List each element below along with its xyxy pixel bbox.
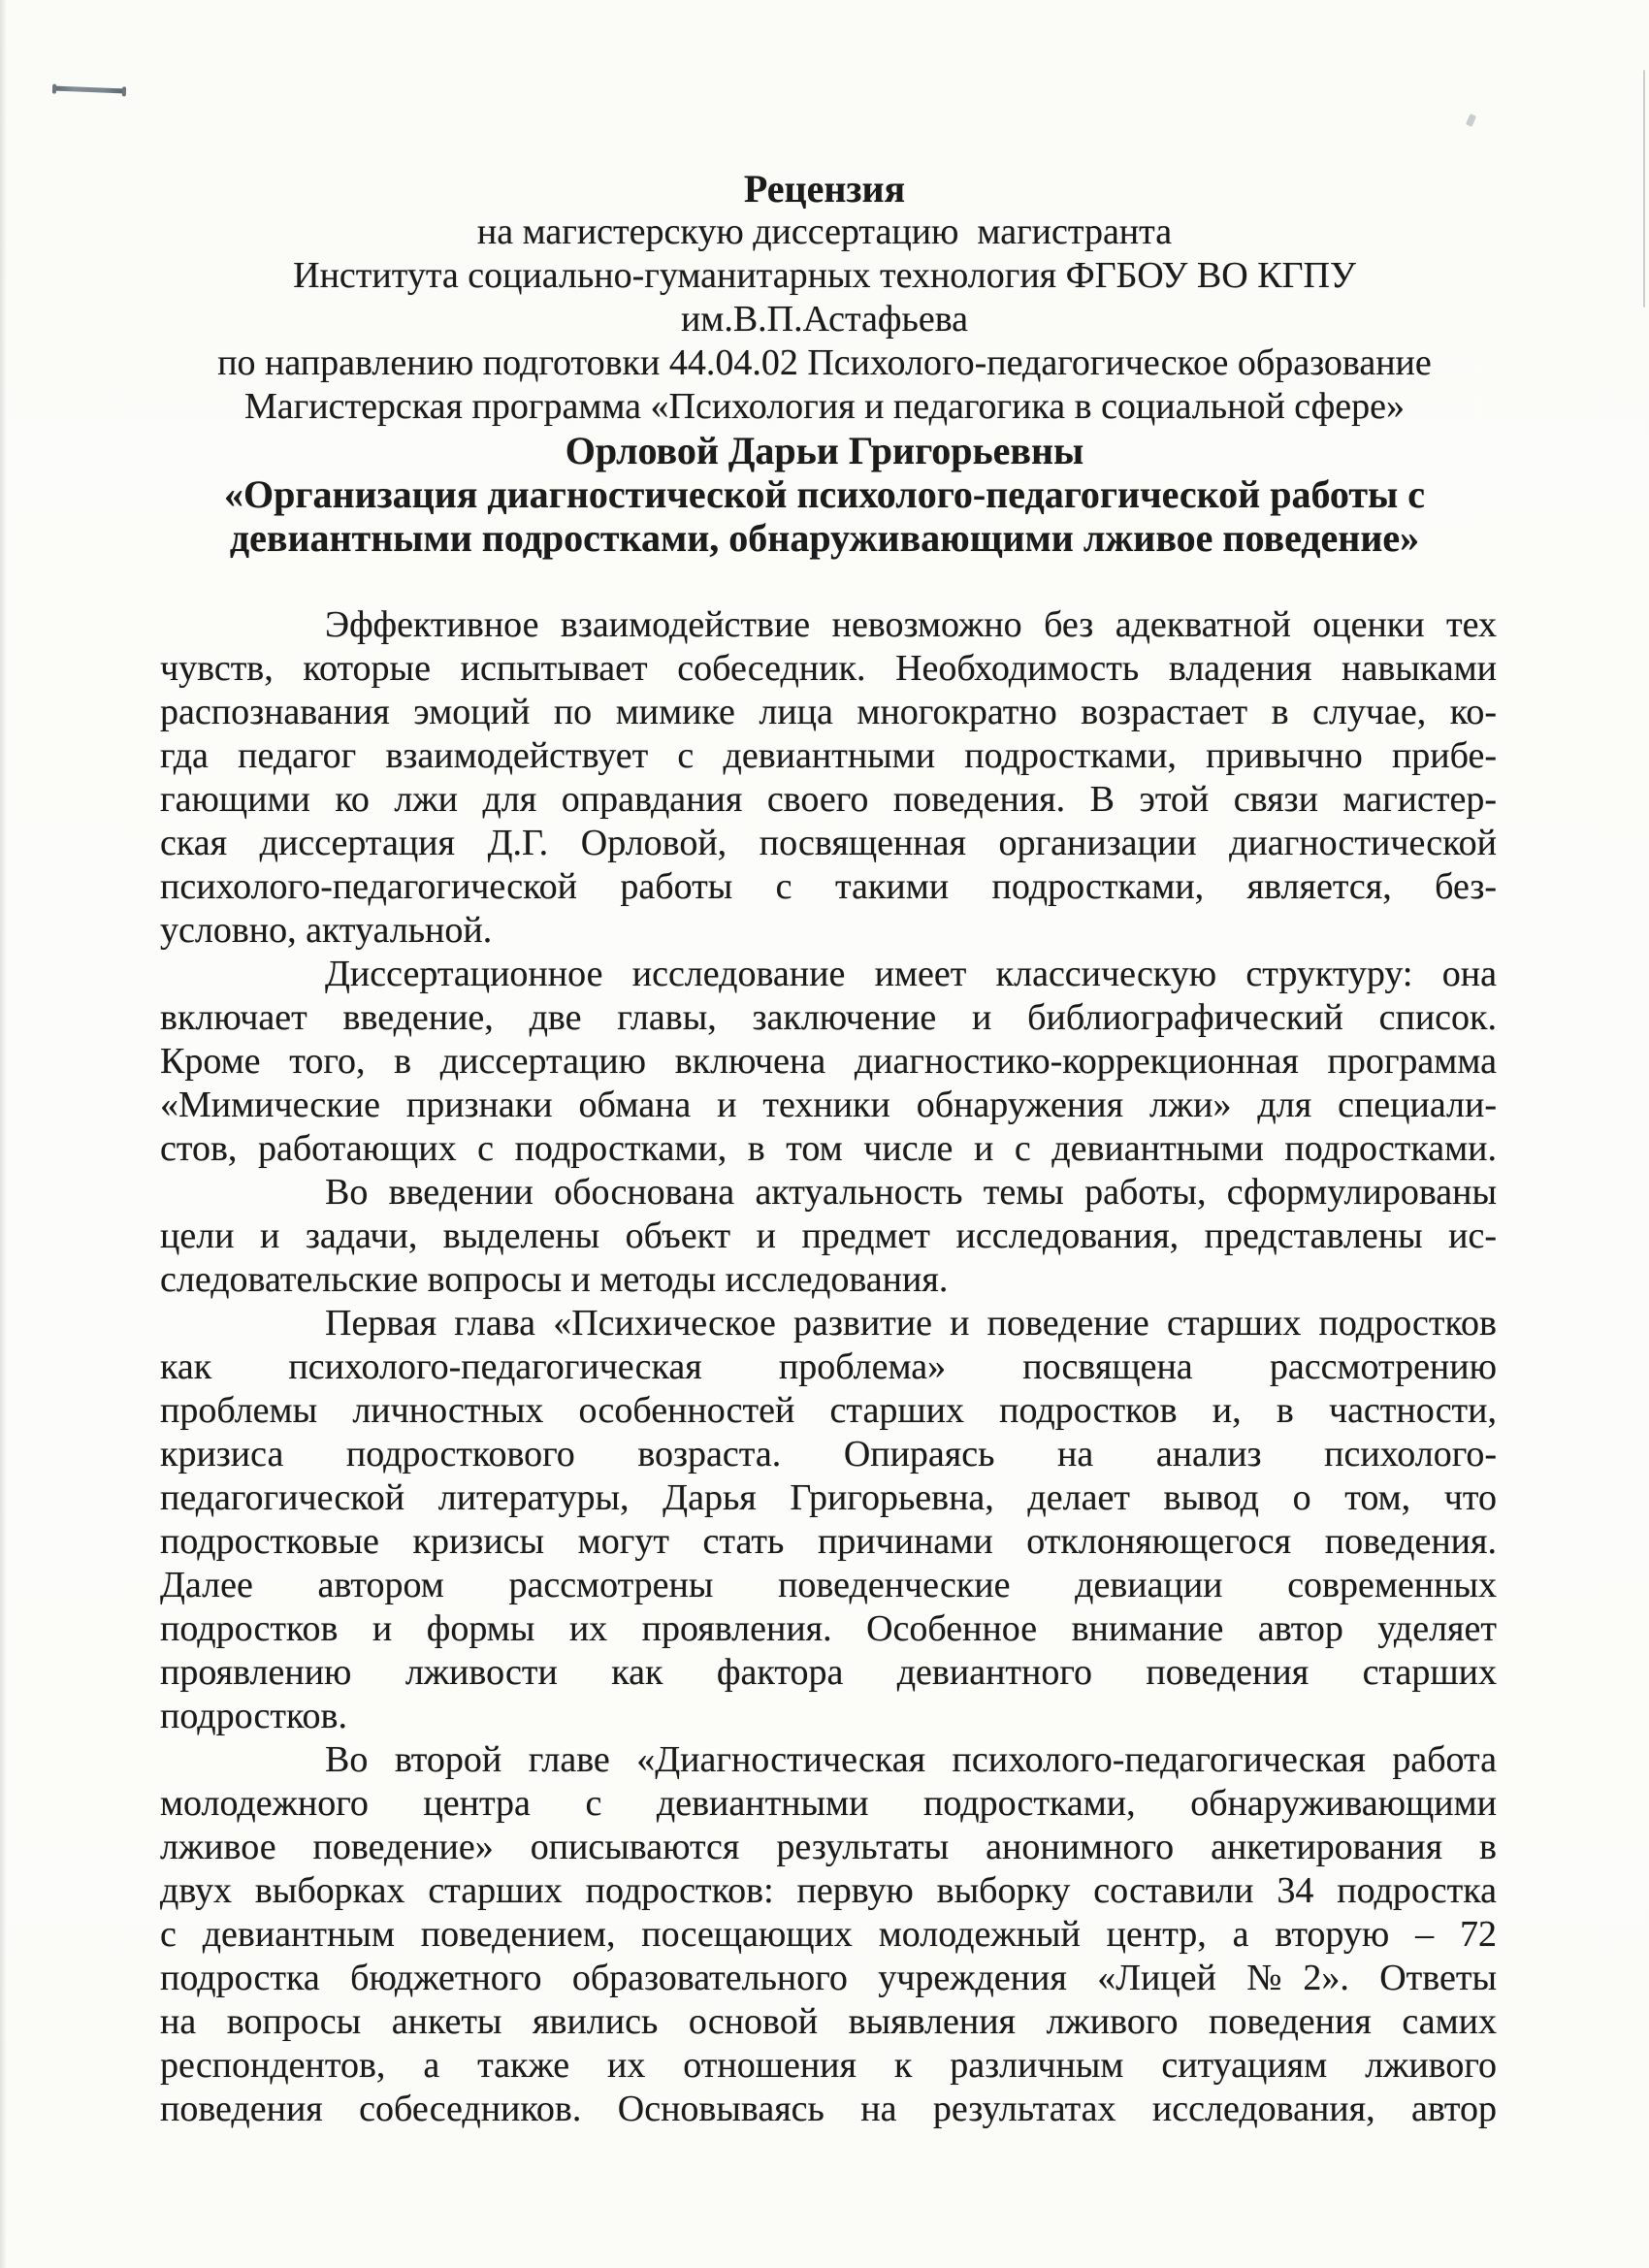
text-line: «Мимические признаки обмана и техники обнаружения лжи» для специали- xyxy=(160,1085,1497,1125)
text-line: гающими ко лжи для оправдания своего поведения. В этой связи магистер- xyxy=(160,779,1497,820)
thesis-title-line-2: девиантными подростками, обнаруживающими лживое поведение» xyxy=(229,516,1420,560)
text-line: распознавания эмоций по мимике лица многократно возрастает в случае, ко- xyxy=(160,692,1497,732)
text-line: Кроме того, в диссертацию включена диагностико-коррекционная программа xyxy=(160,1041,1497,1082)
text-line: проявлению лживости как фактора девиантного поведения старших xyxy=(160,1652,1497,1693)
paragraph-1 xyxy=(160,603,1497,953)
text-line: Во введении обоснована актуальность темы работы, сформулированы xyxy=(325,1172,1497,1213)
text-line: Первая глава «Психическое развитие и поведение старших подростков xyxy=(325,1303,1497,1344)
text-line: Во второй главе «Диагностическая психолого-педагогическая работа xyxy=(325,1739,1497,1780)
header-line-thesis-type: на магистерскую диссертацию магистранта xyxy=(476,211,1173,252)
header-line-university: им.В.П.Астафьева xyxy=(680,299,969,340)
scan-edge-artifact xyxy=(1643,70,1645,308)
header-line-institute: Института социально-гуманитарных технология ФГБОУ ВО КГПУ xyxy=(293,255,1356,296)
text-line: педагогической литературы, Дарья Григорьевна, делает вывод о том, что xyxy=(160,1477,1497,1518)
text-line: кризиса подросткового возраста. Опираясь на анализ психолого- xyxy=(160,1434,1497,1474)
text-line: подростков и формы их проявления. Особенное внимание автор уделяет xyxy=(160,1608,1497,1649)
text-line: с девиантным поведением, посещающих молодежный центр, а вторую – 72 xyxy=(160,1914,1497,1955)
text-line: на вопросы анкеты явились основой выявления лживого поведения самих xyxy=(160,2001,1497,2042)
text-line: условно, актуальной. xyxy=(160,910,493,951)
text-line: Далее автором рассмотрены поведенческие девиации современных xyxy=(160,1565,1497,1605)
staple-mark xyxy=(53,86,125,94)
text-line: лживое поведение» описываются результаты анонимного анкетирования в xyxy=(160,1827,1497,1867)
text-line: респондентов, а также их отношения к различным ситуациям лживого xyxy=(160,2045,1497,2086)
text-line: ская диссертация Д.Г. Орловой, посвященная организации диагностической xyxy=(160,823,1497,863)
text-line: молодежного центра с девиантными подростками, обнаруживающими xyxy=(160,1783,1497,1824)
paragraph-3 xyxy=(160,1171,1497,1302)
text-line: проблемы личностных особенностей старших подростков и, в частности, xyxy=(160,1390,1497,1431)
header-line-program-code: по направлению подготовки 44.04.02 Психолого-педагогическое образование xyxy=(217,342,1432,383)
scan-speck xyxy=(1466,113,1476,127)
paragraph-4 xyxy=(160,1302,1497,1738)
document-header xyxy=(160,167,1489,560)
thesis-title-line-1: «Организация диагностической психолого-педагогической работы с xyxy=(223,472,1426,516)
paragraph-2 xyxy=(160,953,1497,1171)
text-line: следовательские вопросы и методы исследования. xyxy=(160,1259,949,1300)
text-line: подростковые кризисы могут стать причинами отклоняющегося поведения. xyxy=(160,1521,1497,1562)
text-line: Диссертационное исследование имеет классическую структуру: она xyxy=(325,954,1497,994)
text-line: подростков. xyxy=(160,1696,347,1736)
author-name: Орловой Дарьи Григорьевны xyxy=(565,429,1084,472)
text-line: чувств, которые испытывает собеседник. Необходимость владения навыками xyxy=(160,648,1497,689)
header-line-master-program: Магистерская программа «Психология и педагогика в социальной сфере» xyxy=(244,386,1405,427)
review-body xyxy=(160,603,1497,2131)
document-title: Рецензия xyxy=(743,167,906,211)
text-line: включает введение, две главы, заключение и библиографический список. xyxy=(160,997,1497,1038)
text-line: двух выборках старших подростков: первую выборку составили 34 подростка xyxy=(160,1870,1497,1911)
text-line: поведения собеседников. Основываясь на результатах исследования, автор xyxy=(160,2089,1497,2129)
text-line: гда педагог взаимодействует с девиантными подростками, привычно прибе- xyxy=(160,735,1497,776)
paragraph-5 xyxy=(160,1738,1497,2131)
text-line: как психолого-педагогическая проблема» посвящена рассмотрению xyxy=(160,1346,1497,1387)
text-line: Эффективное взаимодействие невозможно без адекватной оценки тех xyxy=(325,604,1497,645)
text-line: стов, работающих с подростками, в том числе и с девиантными подростками. xyxy=(160,1128,1497,1169)
text-line: цели и задачи, выделены объект и предмет исследования, представлены ис- xyxy=(160,1215,1497,1256)
text-line: подростка бюджетного образовательного учреждения «Лицей №2». Ответы xyxy=(160,1958,1497,1998)
text-line: психолого-педагогической работы с такими подростками, является, без- xyxy=(160,866,1497,907)
